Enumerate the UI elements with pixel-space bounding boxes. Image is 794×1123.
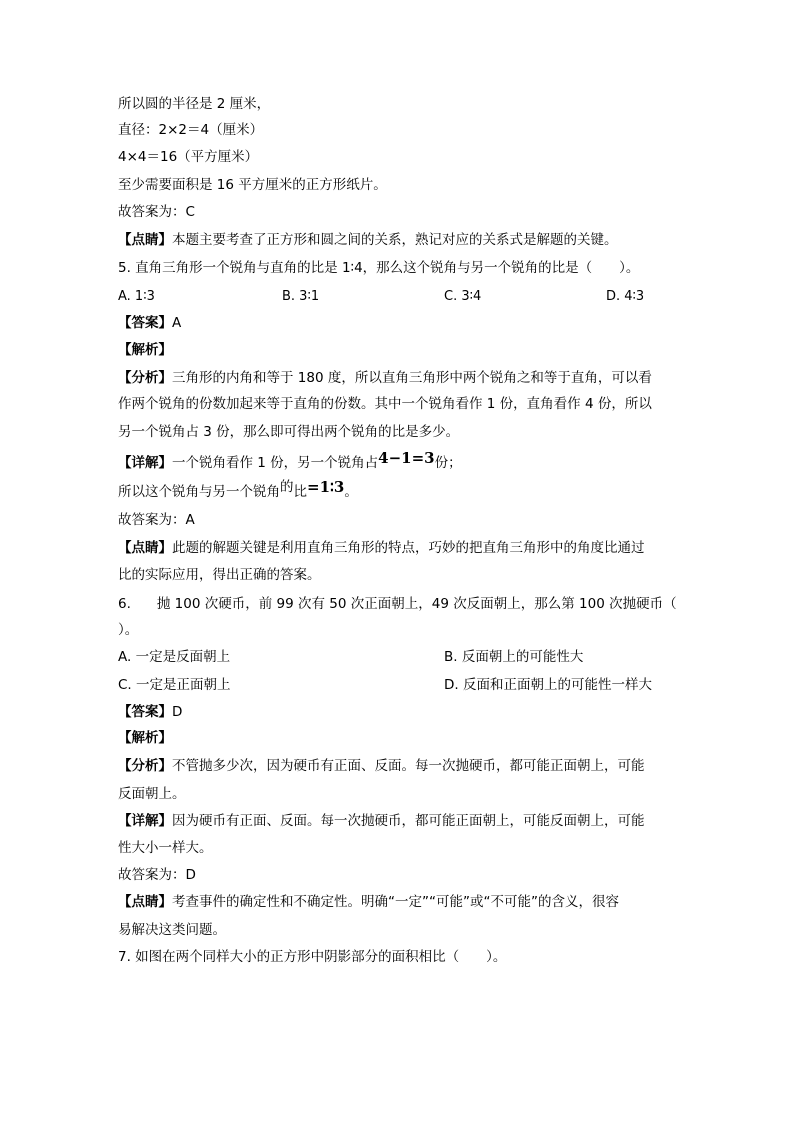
xiangjie-text: 一个锐角看作 1 份，另一个锐角占 <box>172 455 379 471</box>
xiangjie-text: 份； <box>434 455 462 471</box>
xiangjie-line <box>118 812 645 830</box>
note-line <box>118 539 645 557</box>
note-text: 此题的解题关键是利用直角三角形的特点，巧妙的把直角三角形中的角度比通过 <box>172 540 645 556</box>
answer-value: A <box>172 315 182 331</box>
text-line: 所以圆的半径是 2 厘米， <box>118 96 271 112</box>
text: 比 <box>293 484 307 500</box>
text: 的 <box>280 479 294 495</box>
option-b: B. 反面朝上的可能性大 <box>444 649 584 665</box>
question-7: 7. 如图在两个同样大小的正方形中阴影部分的面积相比（ ）。 <box>118 949 507 965</box>
option-a: A. 一定是反面朝上 <box>118 649 231 665</box>
fenxi-line <box>118 369 652 387</box>
text-line: 另一个锐角占 3 份，那么即可得出两个锐角的比是多少。 <box>118 424 460 440</box>
text-line: 作两个锐角的份数加起来等于直角的份数。其中一个锐角看作 1 份，直角看作 4 份，所以 <box>118 396 652 412</box>
note-line <box>118 893 619 911</box>
text-line: 4×4＝16（平方厘米） <box>118 149 259 165</box>
math-formula: =1∶3 <box>307 478 345 496</box>
fenxi-tag: 【分析】 <box>118 758 172 774</box>
text-line: 至少需要面积是 16 平方厘米的正方形纸片。 <box>118 177 387 193</box>
text-line: 易解决这类问题。 <box>118 922 226 938</box>
answer-line <box>118 314 181 332</box>
conclusion: 故答案为：A <box>118 512 195 528</box>
option-d: D. 4∶3 <box>606 289 645 304</box>
answer-tag: 【答案】 <box>118 315 172 331</box>
answer-value: D <box>172 704 183 720</box>
analysis-tag: 【解析】 <box>118 730 172 746</box>
fenxi-text: 不管抛多少次，因为硬币有正面、反面。每一次抛硬币，都可能正面朝上，可能 <box>172 758 645 774</box>
fenxi-line <box>118 757 645 775</box>
note-line <box>118 231 618 249</box>
xiangjie-tag: 【详解】 <box>118 813 172 829</box>
question-number: 6. <box>118 596 131 612</box>
option-a: A. 1∶3 <box>118 289 155 304</box>
option-c: C. 一定是正面朝上 <box>118 677 231 693</box>
text-line: 性大小一样大。 <box>118 840 213 856</box>
question-text: 抛 100 次硬币，前 99 次有 50 次正面朝上，49 次反面朝上，那么第 100 次抛硬币（ <box>156 596 677 612</box>
option-b: B. 3∶1 <box>282 289 320 304</box>
text-line: ）。 <box>118 622 139 638</box>
option-c: C. 3∶4 <box>444 289 482 304</box>
note-text: 本题主要考查了正方形和圆之间的关系，熟记对应的关系式是解题的关键。 <box>172 232 618 248</box>
xiangjie-line-2 <box>118 478 358 501</box>
fenxi-tag: 【分析】 <box>118 370 172 386</box>
question-6 <box>118 595 677 613</box>
note-tag: 【点睛】 <box>118 232 172 248</box>
note-tag: 【点睛】 <box>118 894 172 910</box>
text-line: 反面朝上。 <box>118 786 186 802</box>
xiangjie-tag: 【详解】 <box>118 455 172 471</box>
text-line: 比的实际应用，得出正确的答案。 <box>118 567 321 583</box>
analysis-tag: 【解析】 <box>118 342 172 358</box>
note-text: 考查事件的确定性和不确定性。明确“一定”“可能”或“不可能”的含义，很容 <box>172 894 619 910</box>
option-d: D. 反面和正面朝上的可能性一样大 <box>444 677 652 693</box>
text: 。 <box>344 484 358 500</box>
answer-line <box>118 703 182 721</box>
conclusion: 故答案为：C <box>118 204 195 220</box>
conclusion: 故答案为：D <box>118 867 196 883</box>
text-line: 直径：2×2＝4（厘米） <box>118 122 264 138</box>
note-tag: 【点睛】 <box>118 540 172 556</box>
xiangjie-text: 因为硬币有正面、反面。每一次抛硬币，都可能正面朝上，可能反面朝上，可能 <box>172 813 645 829</box>
xiangjie-line <box>118 449 462 472</box>
fenxi-text: 三角形的内角和等于 180 度，所以直角三角形中两个锐角之和等于直角，可以看 <box>172 370 652 386</box>
text: 所以这个锐角与另一个锐角 <box>118 484 280 500</box>
answer-tag: 【答案】 <box>118 704 172 720</box>
math-formula: 4−1=3 <box>378 449 435 467</box>
question-5: 5. 直角三角形一个锐角与直角的比是 1∶4，那么这个锐角与另一个锐角的比是（ ）。 <box>118 260 640 276</box>
